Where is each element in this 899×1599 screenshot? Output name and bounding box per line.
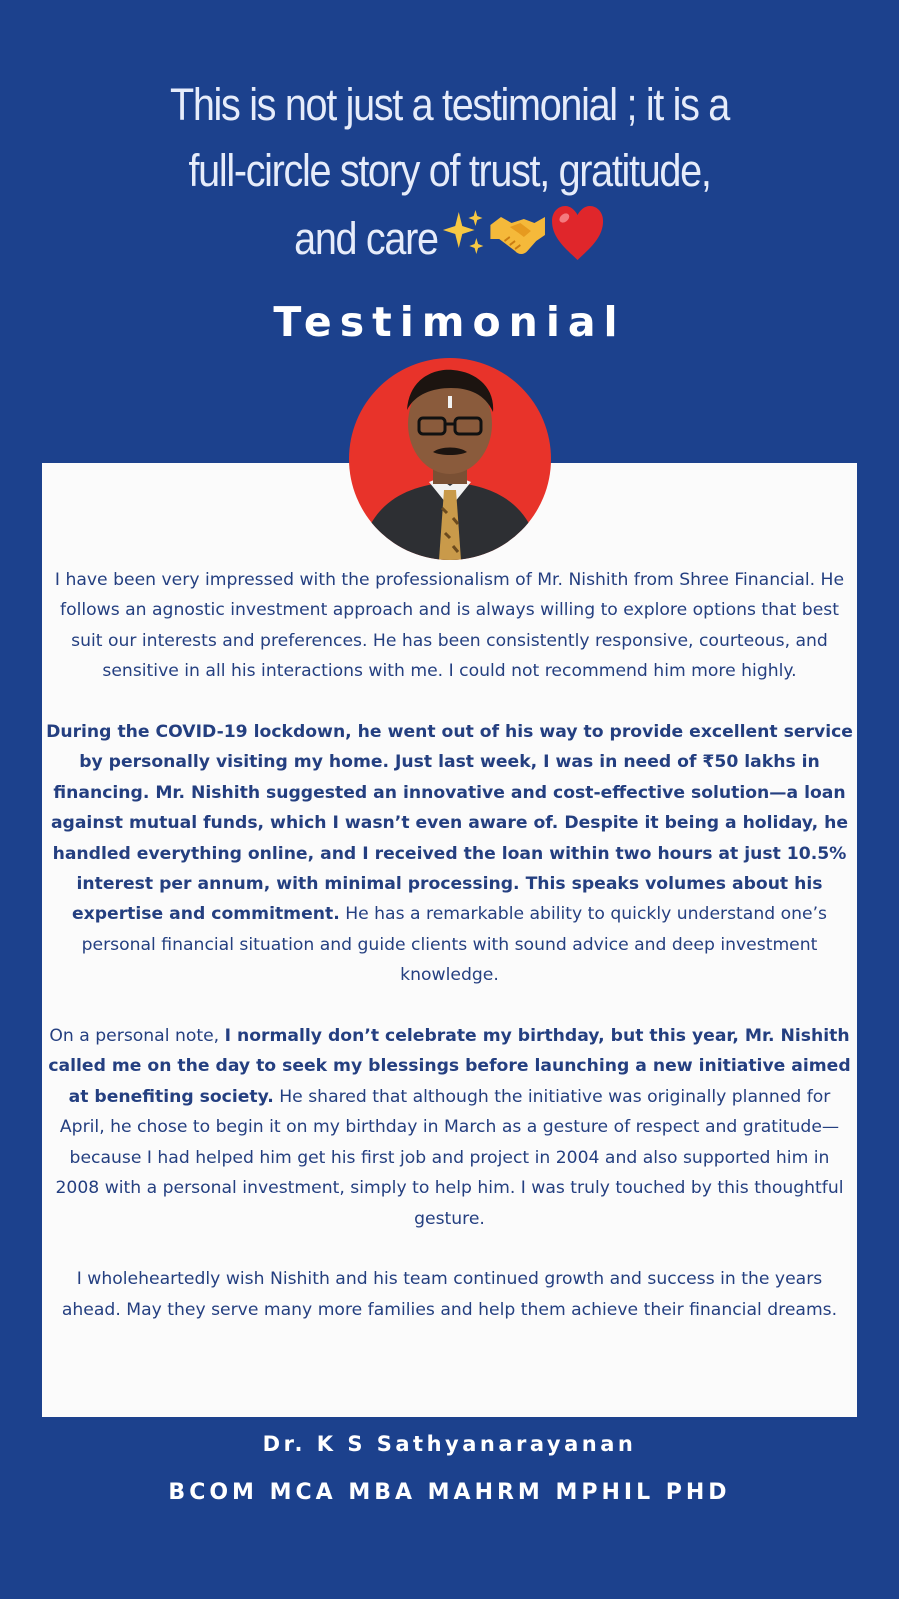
avatar <box>349 358 551 560</box>
author-name: Dr. K S Sathyanarayanan <box>262 1432 637 1456</box>
testimonial-paragraph-3-rest: He shared that although the initiative was originally planned for April, he chose to begin it on my birthday in March as a gesture of respect and gratitude—because I had helped him get his first job and project in 2004 and also supported him in 2008 with a personal investment, simply to help him. I was truly touched by this thoughtful gesture. <box>55 1086 844 1229</box>
red-heart-icon <box>550 204 605 280</box>
headline-line-1: This is not just a testimonial ; it is a <box>169 79 730 130</box>
testimonial-text <box>42 565 857 1325</box>
testimonial-paragraph-2-rest: He has a remarkable ability to quickly understand one’s personal financial situation and guide clients with sound advice and deep investment knowledge. <box>81 904 827 986</box>
author-degrees: BCOM MCA MBA MAHRM MPHIL PHD <box>168 1480 731 1505</box>
headline <box>54 72 845 280</box>
testimonial-paragraph-2 <box>42 717 857 991</box>
testimonial-paragraph-3-start: On a personal note, <box>49 1026 225 1047</box>
sparkles-icon <box>441 208 485 276</box>
handshake-icon <box>489 209 547 275</box>
testimonial-paragraph-3-highlight: I normally don’t celebrate my birthday, but this year, Mr. Nishith called me on the day to seek my blessings before launching a new initiative aimed at benefiting society. <box>48 1026 851 1107</box>
testimonial-paragraph-4: I wholeheartedly wish Nishith and his team continued growth and success in the years ahead. May they serve many more families and help them achieve their financial dreams. <box>61 1269 838 1320</box>
testimonial-paragraph-1: I have been very impressed with the professionalism of Mr. Nishith from Shree Financial. He follows an agnostic investment approach and is always willing to explore options that best suit our interests and preferences. He has been consistently responsive, courteous, and sensitive in all his interactions with me. I could not recommend him more highly. <box>54 570 845 682</box>
section-title: Testimonial <box>273 298 626 346</box>
testimonial-paragraph-3 <box>42 1021 857 1234</box>
headline-line-3-text: and care <box>294 212 438 264</box>
headline-line-3 <box>54 204 845 280</box>
headline-line-2: full-circle story of trust, gratitude, <box>188 145 711 196</box>
testimonial-paragraph-2-highlight: During the COVID-19 lockdown, he went out of his way to provide excellent service by personally visiting my home. Just last week, I was in need of ₹50 lakhs in financing. Mr. Nishith suggested an innovative and cost-effective solution—a loan against mutual funds, which I wasn’t even aware of. Despite it being a holiday, he handled everything online, and I received the loan within two hours at just 10.5% interest per annum, with minimal processing. This speaks volumes about his expertise and commitment. <box>46 722 853 925</box>
